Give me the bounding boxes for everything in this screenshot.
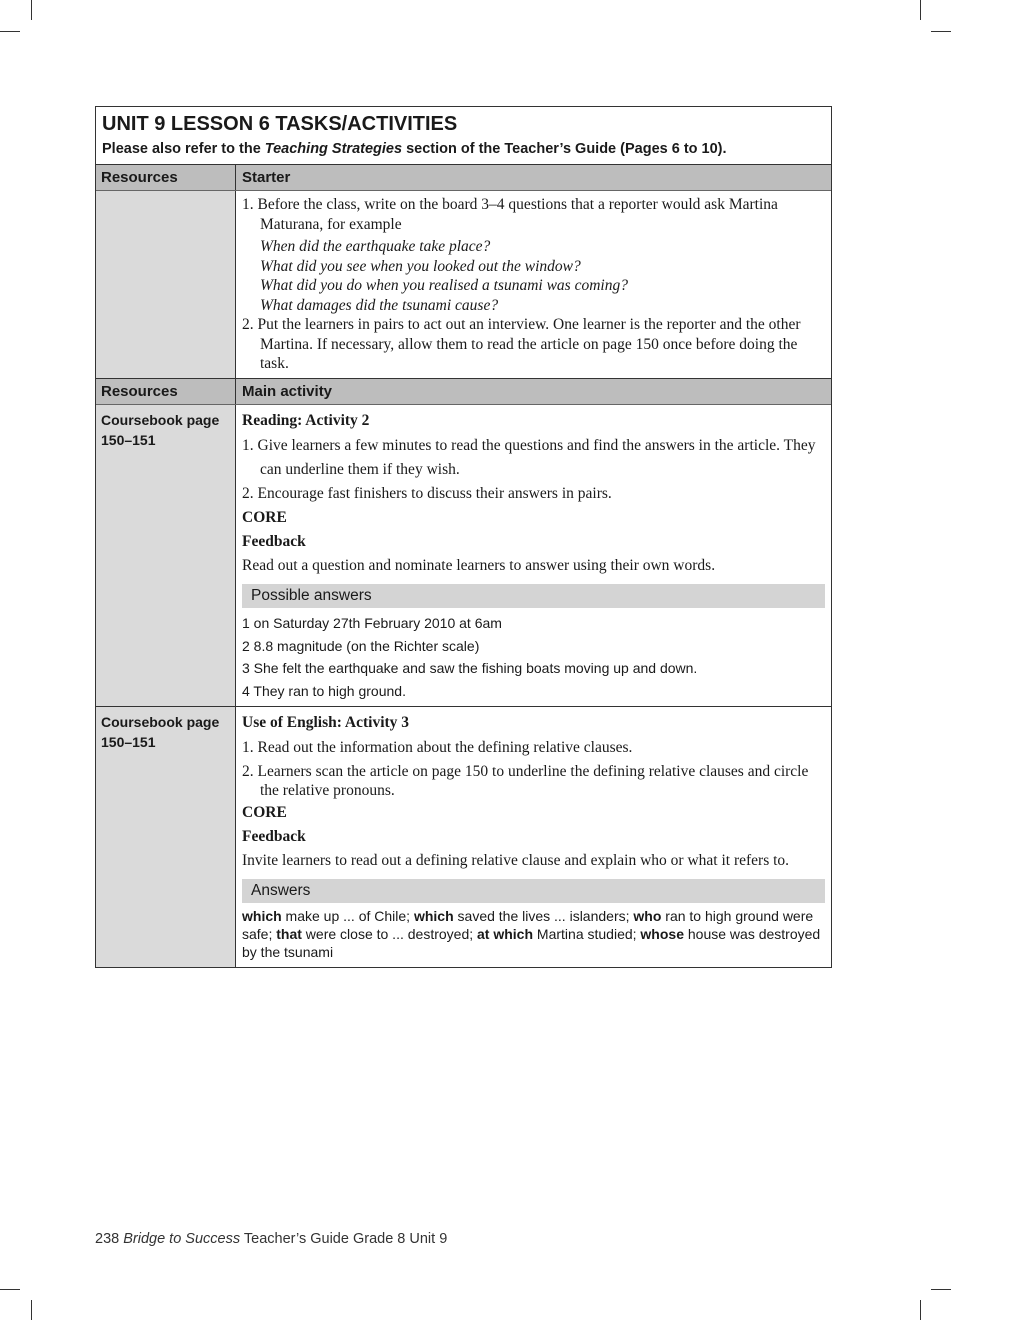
crop-mark [931,31,951,32]
starter-header [96,165,831,191]
subtitle-post: section of the Teacher’s Guide (Pages 6 to 10). [402,141,727,157]
answer-item: 2 8.8 magnitude (on the Richter scale) [242,637,480,654]
answer-keyword: which [242,908,282,924]
crop-mark [31,1300,32,1320]
starter-item-1: 1. Before the class, write on the board 3–4 questions that a reporter would ask Martina Maturana, for example [242,196,778,233]
core-label: CORE [242,803,287,821]
resources-header: Resources [96,165,236,190]
page-footer [95,1231,447,1247]
crop-mark [0,1289,20,1290]
answer-keyword: at which [477,926,534,942]
question: When did the earthquake take place? [260,238,491,255]
question: What did you do when you realised a tsunami was coming? [260,277,628,294]
answer-fragment: saved the lives ... islanders; [453,908,634,924]
footer-rest: Teacher’s Guide Grade 8 Unit 9 [240,1231,448,1247]
crop-mark [31,0,32,20]
crop-mark [920,0,921,20]
reading-content [236,405,831,707]
english-content [236,707,831,967]
possible-answers-bar: Possible answers [242,584,825,608]
feedback-text: Read out a question and nominate learners to answer using their own words. [242,557,716,574]
starter-item-2: 2. Put the learners in pairs to act out an interview. One learner is the reporter and the other Martina. If necessary, allow them to read the article on page 150 once before doing the task. [242,316,801,372]
english-resource: Coursebook page 150–151 [96,707,236,967]
starter-row [96,191,831,379]
feedback-label: Feedback [242,533,306,550]
answer-item: 1 on Saturday 27th February 2010 at 6am [242,615,502,631]
feedback-text: Invite learners to read out a defining relative clause and explain who or what it refers to. [242,851,790,869]
answers-bar: Answers [242,879,825,903]
lesson-table [95,106,832,968]
answer-keyword: whose [640,926,684,942]
answer-item: 3 She felt the earthquake and saw the fishing boats moving up and down. [242,660,698,676]
answer-fragment: house was destroyed by the tsunami [242,926,821,960]
main-header [96,379,831,405]
answer-keyword: which [413,908,454,924]
english-row [96,707,831,967]
english-item-2: 2. Learners scan the article on page 150 to underline the defining relative clauses and circle the relative pronouns. [242,762,809,799]
answer-fragment: make up ... of Chile; [281,908,414,924]
title-block [96,107,831,165]
answer-keyword: who [633,908,662,924]
answer-fragment: ran to high ground were safe; [242,908,814,942]
subtitle-pre: Please also refer to the [102,141,265,157]
resources-header: Resources [96,379,236,404]
question: What did you see when you looked out the window? [260,257,581,275]
starter-resources [96,191,236,378]
english-item-1: 1. Read out the information about the defining relative clauses. [242,738,633,756]
starter-title: Starter [242,169,291,186]
subtitle-emphasis: Teaching Strategies [264,141,403,157]
answer-item: 4 They ran to high ground. [242,682,406,699]
crop-mark [0,31,20,32]
answer-fragment: Martina studied; [533,926,641,942]
question: What damages did the tsunami cause? [260,296,499,314]
question-list [242,237,825,315]
reading-row [96,405,831,708]
reading-item-2: 2. Encourage fast finishers to discuss their answers in pairs. [242,485,612,502]
feedback-label: Feedback [242,827,306,845]
crop-mark [920,1300,921,1320]
answers-text [242,907,825,961]
main-activity-title: Main activity [242,382,333,400]
answer-fragment: were close to ... destroyed; [301,926,478,942]
page-title: UNIT 9 LESSON 6 TASKS/ACTIVITIES [102,113,458,135]
answer-keyword: that [276,926,302,942]
reading-item-1: 1. Give learners a few minutes to read the questions and find the answers in the article. They can underline them if they wish. [242,437,816,478]
reading-resource: Coursebook page 150–151 [96,405,236,707]
core-label: CORE [242,509,287,526]
crop-mark [931,1289,951,1290]
page-subtitle [102,139,825,159]
starter-content [236,191,831,378]
reading-heading: Reading: Activity 2 [242,411,370,429]
book-title: Bridge to Success [123,1231,241,1247]
page-number: 238 [95,1231,120,1247]
english-heading: Use of English: Activity 3 [242,714,410,731]
